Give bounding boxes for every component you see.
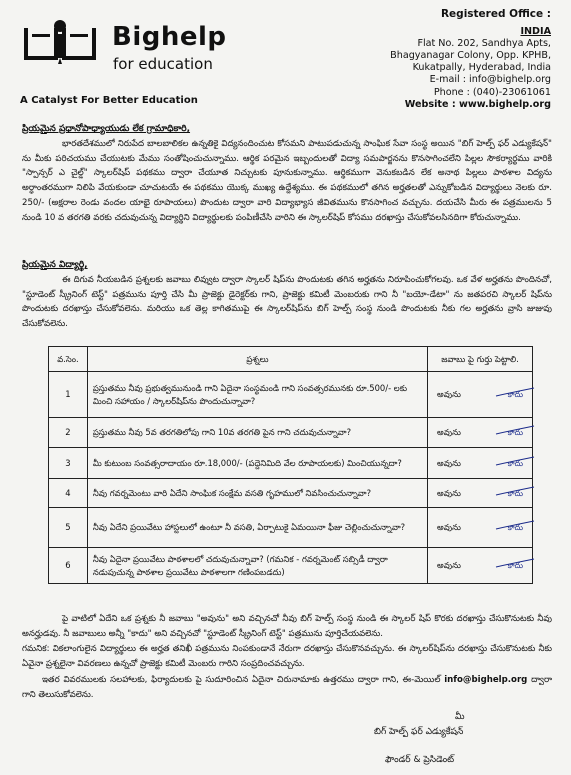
no-option[interactable]: కాదు [508,559,523,572]
table-row [49,448,533,479]
row-number: 1 [49,372,88,418]
row-number: 4 [49,479,88,508]
yes-option[interactable]: అవును [437,389,461,399]
row-answer [428,508,533,548]
table-row [49,548,533,584]
table-row [49,479,533,508]
signature-mark: మీ [455,712,465,722]
checkmark-icon [494,424,536,436]
office-phone: Phone : (040)-23061061 [433,86,551,98]
yes-option[interactable]: అవును [437,427,461,437]
col-header-no: వ.సెం. [49,347,88,372]
greeting-student [22,258,552,273]
brand-name: Bighelp [112,22,227,52]
office-title: Registered Office : [440,8,551,20]
no-option[interactable]: కాదు [508,487,523,500]
row-question: నీవు గవర్నమెంటు వారి ఏదేని సాంఘిక సంక్షేమ వసతి గృహములో నివసించుచున్నావా? [87,479,427,508]
row-question: ప్రస్తుతము నీవు 5వ తరగతిలోపు గాని 10వ తరగతి పైన గాని చదువుచున్నావా? [87,418,427,448]
table-row [49,508,533,548]
row-number: 2 [49,418,88,448]
office-email: E-mail : info@bighelp.org [429,74,551,86]
yes-option[interactable]: అవును [437,522,461,532]
signature-org: బిగ్ హెల్ప్ ఫర్ ఎడ్యుకేషన్ [374,727,464,737]
checkmark-icon [494,557,536,569]
yes-option[interactable]: అవును [437,487,461,498]
no-option[interactable]: కాదు [508,521,523,534]
yes-option[interactable]: అవును [437,457,461,468]
contact-text-end: ద్వారా గాని తెలుసుకోవలెను. [22,675,553,700]
paragraph-contact [22,673,552,702]
paragraph-ineligibility: పై వాటిలో ఏదేని ఒక ప్రశ్నకు నీ జవాబు "అవును" అని వచ్చినచో నీవు బిగ్ హెల్ప్ సంస్థ నుండి ఈ స్కాలర్ షిప్ కొరకు దరఖాస్తు చేసుకొనుటకు నీవు అనర్హుడవు. నీ జవాబులు అన్నీ "కాదు" అని వచ్చినచో "స్టూడెంట్ స్క్రీనింగ్ టెస్ట్" పత్రమును పూర్తిచేయవలెను. [22,614,552,639]
no-option[interactable]: కాదు [508,426,523,439]
row-question: నీవు ఏదేని ప్రయివేటు హాస్టలులో ఉంటూ నీ వసతి, ఏర్పాటుకై ఏమయినా ఫీజు చెల్లించుచున్నావా? [87,508,427,548]
checkmark-icon [494,519,536,531]
table-row [49,372,533,418]
greeting-headmaster [22,122,552,137]
contact-text: ఇతర వివరములకు సలహాలకు, ఫిర్యాదులకు పై సుదూరించిన ఏదైనా చిరునామాకు ఉత్తరము ద్వారా గాని, ఈ-మెయిల్ [42,675,441,685]
brand-subtitle: for education [113,55,213,73]
paragraph-instructions: ఈ దిగువ నీయబడిన ప్రశ్నలకు జవాబు లివ్వుట ద్వారా స్కాలర్ షిప్‌ను పొందుటకు తగిన అర్హతను నిరూపించుకోగలవు. ఒక వేళ అర్హతను పొందినచో, "స్టూడెంట్ స్క్రీనింగ్ టెస్ట్" పత్రమును పూర్తి చేసి మీ ప్రాజెక్టు డైరెక్టర్‌కు గాని, ప్రాజెక్టు కమిటీ మెంబరుకు గాని నీ "బయో-డేటా" ను జతపరచి స్కాలర్ షిప్‌ను పొందుటకు దరఖాస్తు చేసుకోవలెను. మరియు ఒక తెల్ల కాగితముపై ఈ స్కాలర్‌షిప్‌ను బిగ్ హెల్ప్ సంస్థ నుండి పొందుటకు నీకు గల అర్హతను వ్రాసి జుజువు చేసుకోవలెను. [22,275,552,330]
row-answer [428,418,533,448]
office-country: INDIA [520,26,551,38]
salutation-1: ప్రియమైన ప్రధానోపాధ్యాయుడు లేక గ్రామాధికారి, [22,124,191,134]
paragraph-intro: భారతదేశములో నిరుపేద బాలబాలికల ఉన్నతికై విద్యనందించుట కోసమని పాటుపడుచున్న సాంఘిక సేవా సంస్థ అయిన "బిగ్ హెల్ప్ ఫర్ ఎడ్యుకేషన్" ను మీకు పరిచయము చేయుటకు మేము సంతోషించుచున్నాము. ఆర్థిక పరమైన ఇబ్బందులతో విద్యా సమపార్జనను కొనసాగించలేని పిల్లల సౌకర్యార్థము వారికి "స్పాన్సర్ ఎ చైల్డ్" స్కాలర్‌షిప్ పథకము ద్వారా చేయూత నిచ్చుటకు పూనుకున్నాము. ఆర్థికముగా వెనుకబడిన లేక అనాథ పిల్లలు పాఠశాల విద్యను అర్ధాంతరముగా నిలిపి వేయకుండా చూచుటయే ఈ పథకము యొక్క ముఖ్య ఉద్దేశ్యము. ఈ పథకములో తగిన అర్హతలతో ఎన్నుకోబడిన విద్యార్థులు నెలకు రూ. 250/- (అక్షరాల రెండు వందల యాభై రూపాయలు) పొందుట ద్వారా వారి విద్యాభ్యాస జీవితమును కొనసాగించ వచ్చును. దయచేసి మీరు ఈ పత్రములను 5 నుండి 10 వ తరగతి వరకు చదువుచున్న విద్యార్థిని విద్యార్థులకు పంపిణీచేసి వారిని ఈ స్కాలర్‌షిప్ కోసము దరఖాస్తు చేసుకోవలసినదిగా కోరుచున్నాము. [22,139,552,223]
row-answer [428,479,533,508]
row-question: మీ కుటుంబ సంవత్సరాదాయం రూ.18,000/- (పద్దెనిమిది వేల రూపాయలకు) మించియున్నదా? [87,448,427,479]
table-header-row [49,347,533,372]
row-number: 6 [49,548,88,584]
row-answer [428,448,533,479]
office-address-line: Bhagyanagar Colony, Opp. KPHB, [390,50,551,62]
row-number: 5 [49,508,88,548]
checkmark-icon [494,455,536,467]
no-option[interactable]: కాదు [508,388,523,401]
checkmark-icon [494,485,536,497]
tagline: A Catalyst For Better Education [20,95,198,106]
salutation-2: ప్రియమైన విద్యార్థి, [22,260,88,270]
eligibility-table [48,346,533,584]
row-question: ప్రస్తుతము నీవు ప్రభుత్వమునుండి గాని ఏదైనా సంస్థమండి గాని సంవత్సరమునకు రూ.500/- లకు మించి సహాయం / స్కాలర్‌షిప్‌ను పొందుచున్నావా? [87,372,427,418]
office-website: Website : www.bighelp.org [404,98,551,110]
no-option[interactable]: కాదు [508,457,523,470]
checkmark-icon [494,386,536,398]
contact-email-link[interactable]: info@bighelp.org [444,675,528,685]
yes-option[interactable]: అవును [437,560,461,570]
col-header-question: ప్రశ్నలు [87,347,427,372]
bighelp-logo-icon [22,18,98,64]
row-answer [428,372,533,418]
row-question: నీవు ఏదైనా ప్రయివేటు పాఠశాలలో చదువుచున్నావా? (గమనిక - గవర్నమెంట్ సబ్సిడీ ద్వారా నడుపుచున్న పాఠశాల ప్రయివేటు పాఠశాలగా గణింపబడదు) [87,548,427,584]
office-address-line: Flat No. 202, Sandhya Apts, [417,38,551,50]
office-address-line: Kukatpally, Hyderabad, India [412,62,551,74]
signature-role: ఫౌండర్ & ప్రెసిడెంట్ [385,755,455,765]
registered-office [311,8,551,111]
row-number: 3 [49,448,88,479]
table-row [49,418,533,448]
col-header-answer: జవాబు పై గుర్తు పెట్టాలి. [428,347,533,372]
paragraph-note: గమనిక: వికలాంగులైన విద్యార్థులు ఈ అర్హత తనిఖీ పత్రమును నింపకుండానే నేరుగా దరఖాస్తు చేసుకొనవచ్చును. ఈ స్కాలర్‌షిప్‌ను దరఖాస్తు చేసుకొనుటకు నీకు ఏవైనా ప్రశ్నలైనా వివరణలు ఉన్నచో ప్రాజెక్టు కమిటీ మెంబరు గారిని సంప్రదించవచ్చును. [22,644,552,669]
row-answer [428,548,533,584]
